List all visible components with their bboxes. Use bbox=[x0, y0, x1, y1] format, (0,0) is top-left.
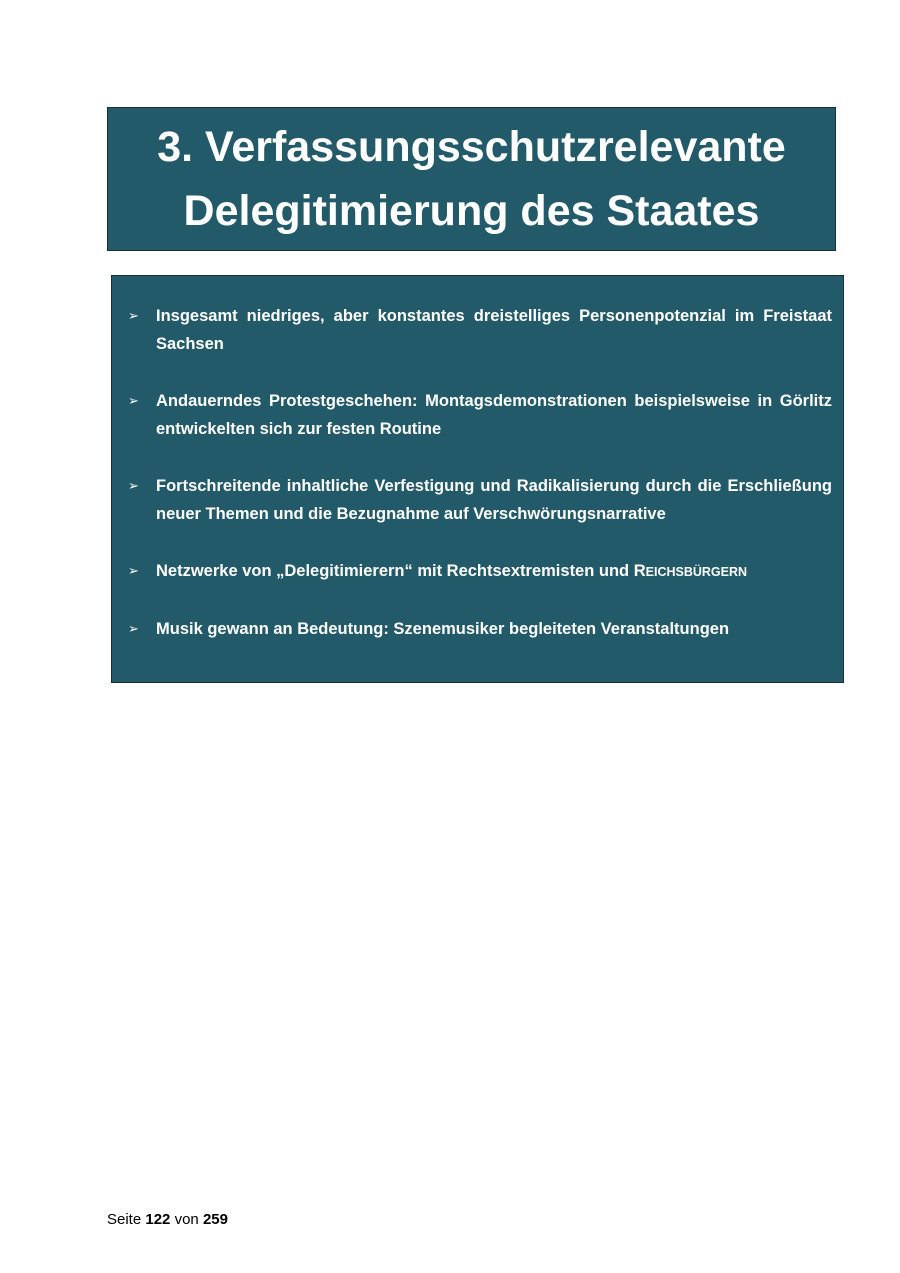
arrow-bullet-icon: ➢ bbox=[128, 393, 139, 408]
bullet-text: Andauerndes Protestgeschehen: Montagsdemonstrationen beispielsweise in Görlitz entwickelten sich zur festen Routine bbox=[156, 392, 832, 438]
summary-box bbox=[111, 275, 844, 683]
section-title-line2: Delegitimierung des Staates bbox=[183, 187, 760, 235]
footer-total-pages: 259 bbox=[202, 1211, 228, 1228]
arrow-bullet-icon: ➢ bbox=[128, 308, 139, 323]
bullet-text-smallcaps: EICHSBÜRGERN bbox=[645, 565, 748, 579]
bullet-item bbox=[128, 557, 832, 586]
arrow-bullet-icon: ➢ bbox=[128, 563, 139, 578]
arrow-bullet-icon: ➢ bbox=[128, 478, 139, 493]
arrow-bullet-icon: ➢ bbox=[128, 621, 139, 636]
bullet-text bbox=[156, 557, 832, 586]
bullet-item bbox=[128, 302, 832, 358]
footer-seite: Seite bbox=[107, 1211, 142, 1228]
bullet-text: Musik gewann an Bedeutung: Szenemusiker begleiteten Veranstaltungen bbox=[156, 620, 730, 638]
bullet-item bbox=[128, 387, 832, 443]
footer-von: von bbox=[174, 1211, 199, 1228]
bullet-text: Fortschreitende inhaltliche Verfestigung und Radikalisierung durch die Erschließung neuer Themen und die Bezugnahme auf Verschwörungsnarrative bbox=[156, 477, 832, 523]
section-title-box bbox=[107, 107, 836, 251]
page-footer bbox=[107, 1211, 228, 1228]
section-title-line1: 3. Verfassungsschutzrelevante bbox=[157, 123, 786, 171]
footer-current-page: 122 bbox=[145, 1211, 171, 1228]
bullet-text-prefix: Netzwerke von „Delegitimierern“ mit Rechtsextremisten und R bbox=[156, 562, 646, 580]
bullet-item bbox=[128, 615, 832, 643]
bullet-text: Insgesamt niedriges, aber konstantes dreistelliges Personenpotenzial im Freistaat Sachsen bbox=[156, 307, 832, 353]
bullet-item bbox=[128, 472, 832, 528]
